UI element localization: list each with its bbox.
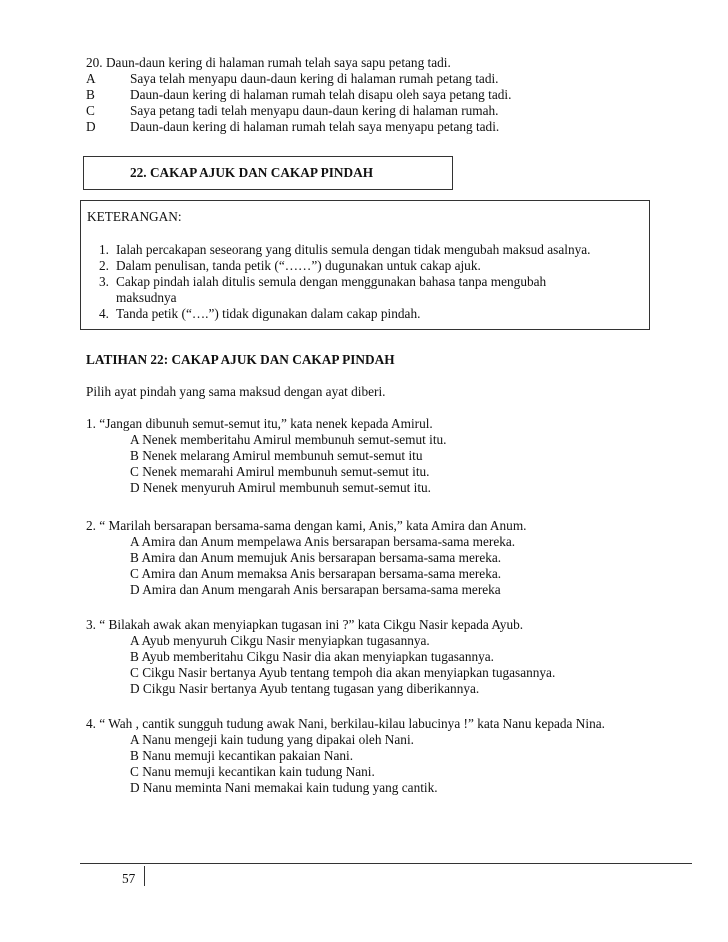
question-20-option-b: B Daun-daun kering di halaman rumah telah disapu oleh saya petang tadi. bbox=[86, 87, 512, 102]
keterangan-item: 2. Dalam penulisan, tanda petik (“……”) dugunakan untuk cakap ajuk. bbox=[99, 258, 481, 273]
keterangan-item-continuation: maksudnya bbox=[116, 290, 177, 305]
question-option: D Nanu meminta Nani memakai kain tudung yang cantik. bbox=[130, 780, 438, 795]
question-20 bbox=[86, 55, 511, 135]
question-option: B Nanu memuji kecantikan pakaian Nani. bbox=[130, 748, 354, 763]
question-4 bbox=[86, 716, 605, 796]
question-option: A Nenek memberitahu Amirul membunuh semut-semut itu. bbox=[130, 432, 447, 447]
question-option: D Cikgu Nasir bertanya Ayub tentang tugasan yang diberikannya. bbox=[130, 681, 480, 696]
question-20-option-c: C Saya petang tadi telah menyapu daun-daun kering di halaman rumah. bbox=[86, 103, 499, 118]
page-number-divider bbox=[144, 866, 145, 886]
question-2 bbox=[86, 518, 527, 598]
keterangan-item: 3. Cakap pindah ialah ditulis semula dengan menggunakan bahasa tanpa mengubah bbox=[99, 274, 547, 289]
question-option: C Nenek memarahi Amirul membunuh semut-semut itu. bbox=[130, 464, 430, 479]
section-heading-box bbox=[83, 156, 453, 190]
question-option: A Amira dan Anum mempelawa Anis bersarapan bersama-sama mereka. bbox=[130, 534, 516, 549]
section-heading: 22. CAKAP AJUK DAN CAKAP PINDAH bbox=[130, 165, 374, 180]
page-number: 57 bbox=[122, 871, 136, 886]
question-20-option-d: D Daun-daun kering di halaman rumah telah saya menyapu petang tadi. bbox=[86, 119, 500, 134]
question-stem: 3. “ Bilakah awak akan menyiapkan tugasan ini ?” kata Cikgu Nasir kepada Ayub. bbox=[86, 617, 524, 632]
question-option: C Cikgu Nasir bertanya Ayub tentang tempoh dia akan menyiapkan tugasannya. bbox=[130, 665, 556, 680]
question-option: C Amira dan Anum memaksa Anis bersarapan bersama-sama mereka. bbox=[130, 566, 502, 581]
question-option: D Amira dan Anum mengarah Anis bersarapan bersama-sama mereka bbox=[130, 582, 501, 597]
question-20-option-a: A Saya telah menyapu daun-daun kering di halaman rumah petang tadi. bbox=[86, 71, 499, 86]
question-option: A Ayub menyuruh Cikgu Nasir menyiapkan tugasannya. bbox=[130, 633, 430, 648]
exercise-title: LATIHAN 22: CAKAP AJUK DAN CAKAP PINDAH bbox=[86, 352, 395, 367]
question-stem: 4. “ Wah , cantik sungguh tudung awak Nani, berkilau-kilau labucinya !” kata Nanu kepada Nina. bbox=[86, 716, 605, 731]
question-option: B Nenek melarang Amirul membunuh semut-semut itu bbox=[130, 448, 423, 463]
keterangan-item: 4. Tanda petik (“….”) tidak digunakan dalam cakap pindah. bbox=[99, 306, 421, 321]
question-option: C Nanu memuji kecantikan kain tudung Nani. bbox=[130, 764, 375, 779]
question-3 bbox=[86, 617, 555, 697]
question-option: B Ayub memberitahu Cikgu Nasir dia akan menyiapkan tugasannya. bbox=[130, 649, 494, 664]
keterangan-list bbox=[99, 242, 590, 322]
keterangan-box bbox=[80, 200, 650, 330]
exercise-instruction: Pilih ayat pindah yang sama maksud dengan ayat diberi. bbox=[86, 384, 386, 399]
question-1 bbox=[86, 416, 447, 496]
keterangan-title: KETERANGAN: bbox=[87, 209, 182, 224]
keterangan-item: 1. Ialah percakapan seseorang yang ditulis semula dengan tidak mengubah maksud asalnya. bbox=[99, 242, 591, 257]
question-stem: 2. “ Marilah bersarapan bersama-sama dengan kami, Anis,” kata Amira dan Anum. bbox=[86, 518, 527, 533]
question-stem: 1. “Jangan dibunuh semut-semut itu,” kata nenek kepada Amirul. bbox=[86, 416, 433, 431]
question-option: B Amira dan Anum memujuk Anis bersarapan bersama-sama mereka. bbox=[130, 550, 502, 565]
footer-divider bbox=[80, 863, 692, 864]
question-20-stem: 20. Daun-daun kering di halaman rumah telah saya sapu petang tadi. bbox=[86, 55, 451, 70]
question-option: A Nanu mengeji kain tudung yang dipakai oleh Nani. bbox=[130, 732, 414, 747]
question-option: D Nenek menyuruh Amirul membunuh semut-semut itu. bbox=[130, 480, 431, 495]
